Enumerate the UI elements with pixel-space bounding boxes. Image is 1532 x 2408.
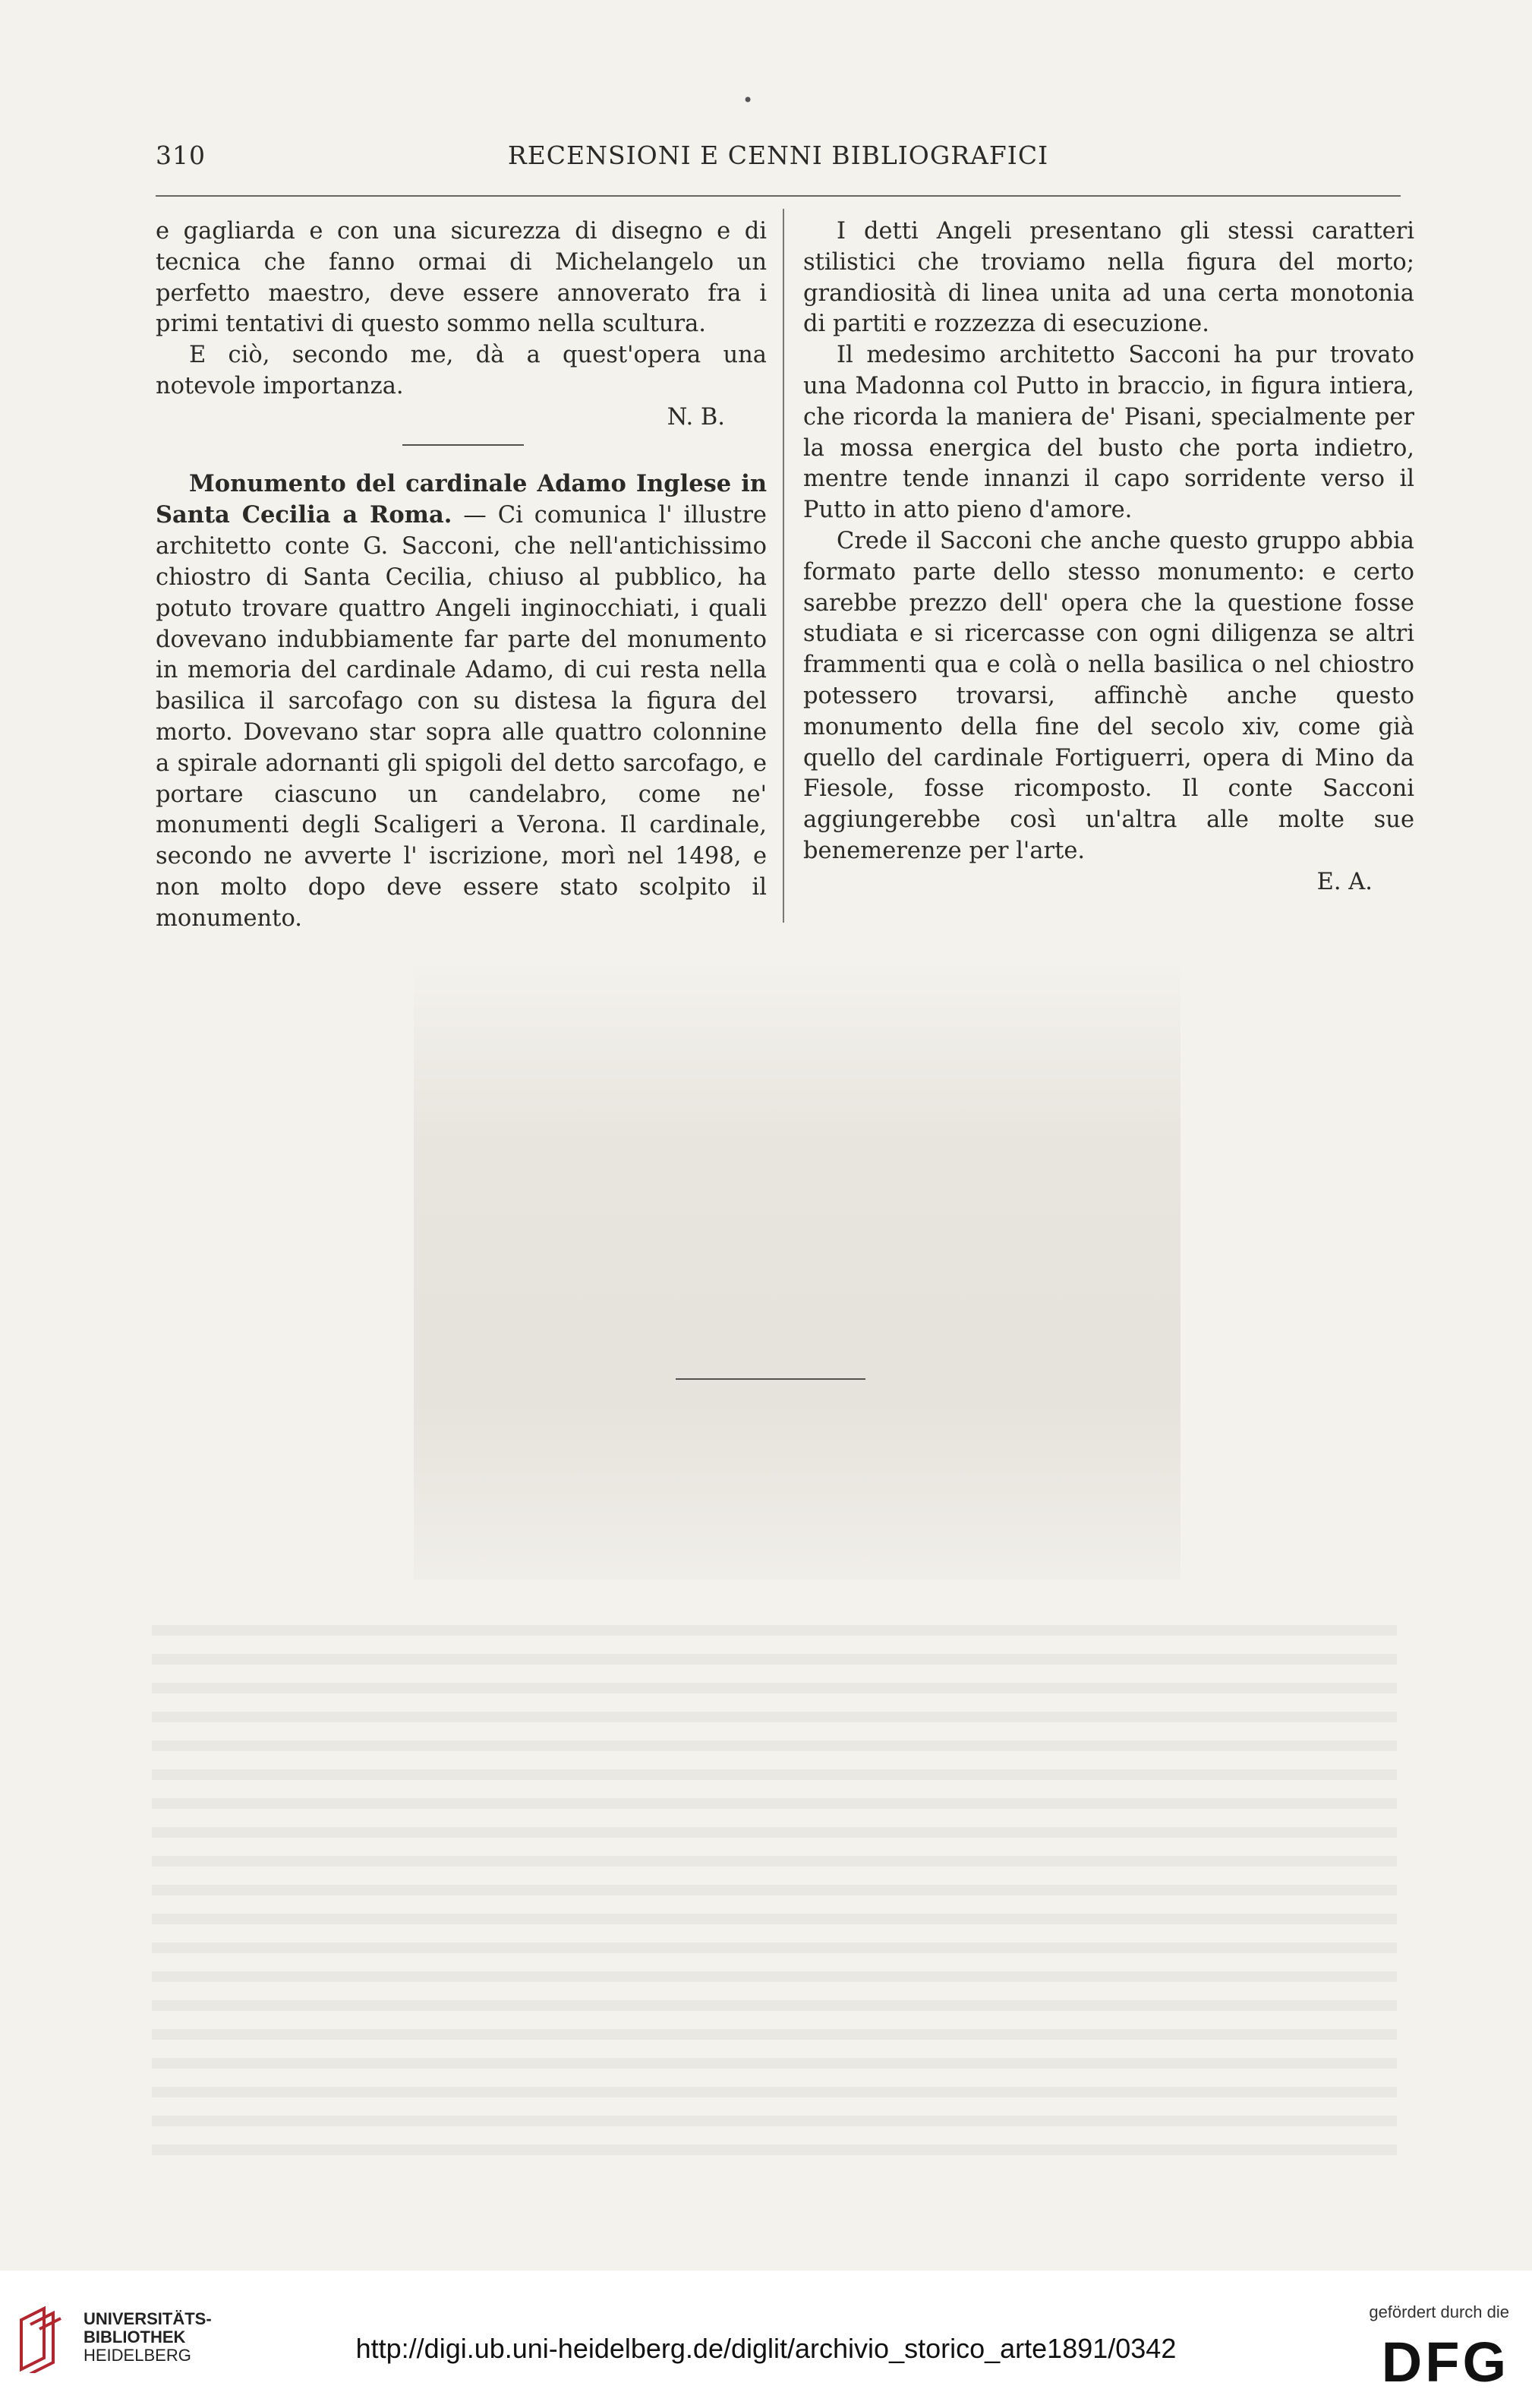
- running-title: RECENSIONI E CENNI BIBLIOGRAFICI: [507, 140, 1049, 170]
- top-ornament: •: [742, 90, 754, 111]
- library-name-line-3: HEIDELBERG: [84, 2346, 191, 2365]
- left-paragraph-3: [156, 469, 767, 935]
- library-name-line-2: BIBLIOTHEK: [84, 2328, 186, 2346]
- page-header: [156, 140, 1401, 186]
- left-paragraph-2: E ciò, secondo me, dà a quest'opera una notevole importanza.: [156, 342, 767, 399]
- left-paragraph-1: e gagliarda e con una sicurezza di disegno e di tecnica che fanno ormai di Michelangelo un perfetto maestro, deve essere annoverato fra i primi tentativi di questo sommo nella scultura.: [156, 218, 767, 338]
- digitization-footer: [0, 2271, 1532, 2408]
- page-number: 310: [156, 140, 206, 170]
- section-body: — Ci comunica l' illustre architetto conte G. Sacconi, che nell'antichissimo chiostro di Santa Cecilia, chiuso al pubblico, ha potuto trovare quattro Angeli inginocchiati, i quali dovevano indubbiamente far parte del monumento in memoria del cardinale Adamo, di cui resta nella basilica il sarcofago con su distesa la figura del morto. Dovevano star sopra alle quattro colonnine a spirale adornanti gli spigoli del detto sarcofago, e portare ciascuno un candelabro, come ne' monumenti degli Scaligeri a Verona. Il cardinale, secondo ne avverte l' iscrizione, morì nel 1498, e non molto dopo deve essere stato scolpito il monumento.: [156, 502, 767, 932]
- right-paragraph-1: I detti Angeli presentano gli stessi caratteri stilistici che troviamo nella figura del morto; grandiosità di linea unita ad una certa monotonia di partiti e rozzezza di esecuzione.: [803, 218, 1414, 338]
- dfg-logo: DFG: [1381, 2331, 1509, 2394]
- signature-ea: E. A.: [1316, 868, 1373, 895]
- signature-nb: N. B.: [667, 403, 725, 431]
- right-paragraph-2: Il medesimo architetto Sacconi ha pur trovato una Madonna col Putto in braccio, in figura intiera, che ricorda la maniera de' Pisani, specialmente per la mossa energica del busto che porta indietro, mentre tende innanzi il capo sorridente verso il Putto in atto pieno d'amore.: [803, 342, 1414, 524]
- header-rule: [156, 195, 1401, 197]
- section-divider: [402, 444, 524, 446]
- bleed-through-plate: [414, 957, 1181, 1580]
- right-paragraph-3: Crede il Sacconi che anche questo gruppo abbia formato parte dello stesso monumento: e certo sarebbe prezzo dell' opera che la questione fosse studiata e si ricercasse con ogni diligenza se altri frammenti qua e colà o nella basilica o nel chiostro potessero trovarsi, affinchè anche questo monumento della fine del secolo xiv, come già quello del cardinale Fortiguerri, opera di Mino da Fiesole, fosse ricomposto. Il conte Sacconi aggiungerebbe così un'altra alle molte sue benemerenze per l'arte.: [803, 527, 1414, 864]
- library-name-line-1: UNIVERSITÄTS-: [84, 2309, 212, 2328]
- funding-caption: gefördert durch die: [1369, 2302, 1509, 2321]
- permalink-url[interactable]: http://digi.ub.uni-heidelberg.de/diglit/archivio_storico_arte1891/0342: [355, 2333, 1177, 2364]
- end-rule: [676, 1378, 865, 1380]
- section-title: Monumento del cardinale Adamo Inglese in Santa Cecilia a Roma.: [156, 469, 767, 529]
- bleed-through-text: [152, 1625, 1397, 2157]
- column-rule: [783, 209, 784, 923]
- right-column: [803, 216, 1414, 898]
- left-column: [156, 216, 767, 935]
